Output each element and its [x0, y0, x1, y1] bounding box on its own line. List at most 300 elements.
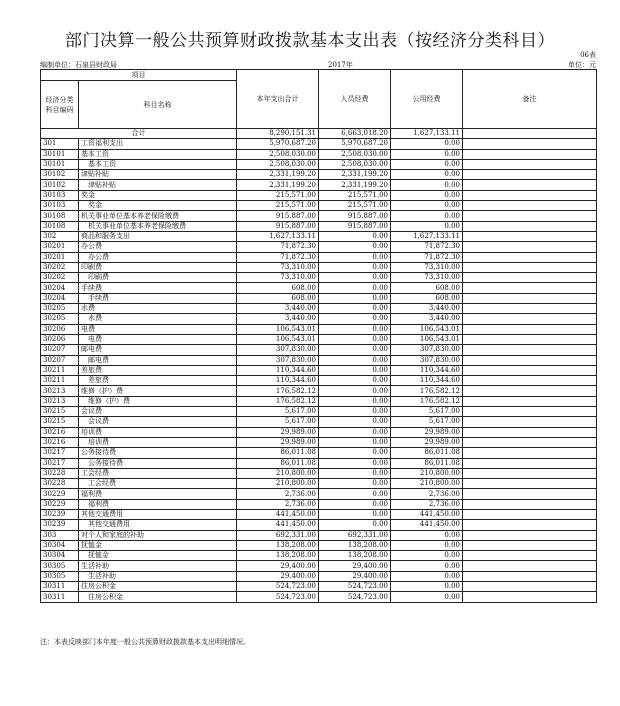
total-amount-cell: 71,872.30: [237, 252, 319, 262]
personnel-amount-cell: 29,400.00: [319, 561, 391, 571]
public-amount-cell: 0.00: [391, 180, 463, 190]
personnel-amount-cell: 524,723.00: [319, 592, 391, 602]
header-total: 本年支出合计: [237, 70, 319, 129]
total-personnel-cell: 6,663,018.20: [319, 129, 391, 139]
personnel-amount-cell: 915,887.00: [319, 211, 391, 221]
personnel-amount-cell: 524,723.00: [319, 582, 391, 592]
total-amount-cell: 138,208.00: [237, 540, 319, 550]
note-cell: [463, 170, 597, 180]
table-row: [41, 509, 597, 519]
public-amount-cell: 29,989.00: [391, 427, 463, 437]
name-cell: 其他交通费用: [79, 520, 237, 530]
public-amount-cell: 106,543.01: [391, 334, 463, 344]
table-row: [41, 592, 597, 602]
name-cell: 生活补助: [79, 561, 237, 571]
note-cell: [463, 386, 597, 396]
public-amount-cell: 0.00: [391, 201, 463, 211]
note-cell: [463, 334, 597, 344]
code-cell: 301: [41, 139, 79, 149]
note-cell: [463, 571, 597, 581]
personnel-amount-cell: 0.00: [319, 376, 391, 386]
code-cell: 303: [41, 530, 79, 540]
public-amount-cell: 210,800.00: [391, 468, 463, 478]
personnel-amount-cell: 0.00: [319, 468, 391, 478]
name-cell: 住房公积金: [79, 592, 237, 602]
personnel-amount-cell: 0.00: [319, 437, 391, 447]
total-amount-cell: 5,970,687.20: [237, 139, 319, 149]
code-cell: 30201: [41, 242, 79, 252]
code-cell: 30229: [41, 489, 79, 499]
total-note-cell: [463, 129, 597, 139]
code-cell: 30305: [41, 571, 79, 581]
personnel-amount-cell: 0.00: [319, 479, 391, 489]
public-amount-cell: 307,830.00: [391, 355, 463, 365]
code-cell: 30213: [41, 386, 79, 396]
total-amount-cell: 106,543.01: [237, 324, 319, 334]
table-row: [41, 283, 597, 293]
code-cell: 30103: [41, 190, 79, 200]
table-row: [41, 571, 597, 581]
total-amount-cell: 2,331,199.20: [237, 170, 319, 180]
personnel-amount-cell: 0.00: [319, 355, 391, 365]
table-row: [41, 561, 597, 571]
personnel-amount-cell: 0.00: [319, 417, 391, 427]
total-amount-cell: 2,508,030.00: [237, 149, 319, 159]
table-row: [41, 417, 597, 427]
table-row: [41, 540, 597, 550]
personnel-amount-cell: 0.00: [319, 293, 391, 303]
name-cell: 抚恤金: [79, 540, 237, 550]
name-cell: 差旅费: [79, 365, 237, 375]
total-amount-cell: 73,310.00: [237, 262, 319, 272]
code-cell: 30215: [41, 407, 79, 417]
table-row: [41, 365, 597, 375]
table-row: [41, 190, 597, 200]
table-row: [41, 427, 597, 437]
public-amount-cell: 608.00: [391, 283, 463, 293]
table-row: [41, 159, 597, 169]
total-amount-cell: 176,582.12: [237, 396, 319, 406]
note-cell: [463, 231, 597, 241]
personnel-amount-cell: 0.00: [319, 365, 391, 375]
table-row: [41, 170, 597, 180]
personnel-amount-cell: 0.00: [319, 283, 391, 293]
name-cell: 奖金: [79, 190, 237, 200]
table-row: [41, 468, 597, 478]
note-cell: [463, 211, 597, 221]
name-cell: 基本工资: [79, 149, 237, 159]
personnel-amount-cell: 0.00: [319, 509, 391, 519]
note-cell: [463, 149, 597, 159]
personnel-amount-cell: 0.00: [319, 242, 391, 252]
personnel-amount-cell: 215,571.00: [319, 190, 391, 200]
note-cell: [463, 427, 597, 437]
name-cell: 水费: [79, 314, 237, 324]
table-row: [41, 139, 597, 149]
note-cell: [463, 489, 597, 499]
public-amount-cell: 5,617.00: [391, 417, 463, 427]
name-cell: 印刷费: [79, 273, 237, 283]
table-row: [41, 262, 597, 272]
note-cell: [463, 376, 597, 386]
personnel-amount-cell: 0.00: [319, 304, 391, 314]
name-cell: 福利费: [79, 499, 237, 509]
table-row: [41, 273, 597, 283]
public-amount-cell: 307,830.00: [391, 345, 463, 355]
note-cell: [463, 283, 597, 293]
name-cell: 邮电费: [79, 355, 237, 365]
name-cell: 公务接待费: [79, 458, 237, 468]
code-cell: 30102: [41, 170, 79, 180]
name-cell: 基本工资: [79, 159, 237, 169]
total-amount-cell: 441,450.00: [237, 520, 319, 530]
name-cell: 工会经费: [79, 468, 237, 478]
table-row: [41, 334, 597, 344]
public-amount-cell: 3,440.00: [391, 304, 463, 314]
name-cell: 培训费: [79, 427, 237, 437]
public-amount-cell: 0.00: [391, 571, 463, 581]
name-cell: 奖金: [79, 201, 237, 211]
code-cell: 30204: [41, 293, 79, 303]
code-cell: 30213: [41, 396, 79, 406]
code-cell: 30201: [41, 252, 79, 262]
table-row: [41, 304, 597, 314]
name-cell: 机关事业单位基本养老保险缴费: [79, 211, 237, 221]
personnel-amount-cell: 0.00: [319, 396, 391, 406]
note-cell: [463, 592, 597, 602]
note-cell: [463, 530, 597, 540]
code-cell: 30206: [41, 324, 79, 334]
personnel-amount-cell: 0.00: [319, 458, 391, 468]
note-cell: [463, 180, 597, 190]
personnel-amount-cell: 0.00: [319, 499, 391, 509]
note-cell: [463, 448, 597, 458]
table-row: [41, 180, 597, 190]
table-row: [41, 355, 597, 365]
note-cell: [463, 551, 597, 561]
public-amount-cell: 0.00: [391, 159, 463, 169]
note-cell: [463, 468, 597, 478]
note-cell: [463, 355, 597, 365]
public-amount-cell: 1,627,133.11: [391, 231, 463, 241]
total-amount-cell: 210,800.00: [237, 468, 319, 478]
header-personnel: 人员经费: [319, 70, 391, 129]
note-cell: [463, 304, 597, 314]
table-row: [41, 551, 597, 561]
total-amount-cell: 215,571.00: [237, 201, 319, 211]
total-row: [41, 129, 597, 139]
header-note: 备注: [463, 70, 597, 129]
total-amount-cell: 29,400.00: [237, 561, 319, 571]
header-code: 经济分类 科目编码: [41, 81, 79, 129]
code-cell: 30239: [41, 520, 79, 530]
name-cell: 对个人和家庭的补助: [79, 530, 237, 540]
total-amount-cell: 2,331,199.20: [237, 180, 319, 190]
table-row: [41, 520, 597, 530]
total-amount-cell: 608.00: [237, 293, 319, 303]
table-row: [41, 479, 597, 489]
total-amount-cell: 71,872.30: [237, 242, 319, 252]
name-cell: 机关事业单位基本养老保险缴费: [79, 221, 237, 231]
note-cell: [463, 458, 597, 468]
note-cell: [463, 561, 597, 571]
total-amount-cell: 210,800.00: [237, 479, 319, 489]
total-amount-cell: 29,989.00: [237, 437, 319, 447]
code-cell: 30207: [41, 355, 79, 365]
total-amount-cell: 307,830.00: [237, 345, 319, 355]
table-row: [41, 211, 597, 221]
footnote: 注：本表反映部门本年度一般公共预算财政拨款基本支出明细情况。: [40, 638, 250, 646]
total-label: 合计: [41, 129, 237, 139]
code-cell: 30311: [41, 592, 79, 602]
table-row: [41, 252, 597, 262]
header-public: 公用经费: [391, 70, 463, 129]
name-cell: 手续费: [79, 283, 237, 293]
name-cell: 印刷费: [79, 262, 237, 272]
note-cell: [463, 273, 597, 283]
personnel-amount-cell: 692,331.00: [319, 530, 391, 540]
code-cell: 30217: [41, 458, 79, 468]
table-row: [41, 407, 597, 417]
code-cell: 30311: [41, 582, 79, 592]
total-amount-cell: 307,830.00: [237, 355, 319, 365]
public-amount-cell: 2,736.00: [391, 499, 463, 509]
year-label: 2017年: [328, 61, 353, 69]
personnel-amount-cell: 29,400.00: [319, 571, 391, 581]
total-amount-cell: 110,344.60: [237, 365, 319, 375]
public-amount-cell: 86,011.08: [391, 448, 463, 458]
code-cell: 302: [41, 231, 79, 241]
total-amount-cell: 86,011.08: [237, 448, 319, 458]
personnel-amount-cell: 2,508,030.00: [319, 159, 391, 169]
page-title: 部门决算一般公共预算财政拨款基本支出表（按经济分类科目）: [65, 31, 555, 51]
note-cell: [463, 407, 597, 417]
name-cell: 福利费: [79, 489, 237, 499]
total-amount-cell: 215,571.00: [237, 190, 319, 200]
public-amount-cell: 441,450.00: [391, 520, 463, 530]
public-amount-cell: 2,736.00: [391, 489, 463, 499]
total-public-cell: 1,627,133.11: [391, 129, 463, 139]
org-label: 编制单位：石泉县财政局: [40, 61, 117, 69]
table-row: [41, 530, 597, 540]
personnel-amount-cell: 0.00: [319, 262, 391, 272]
table-code: 06表: [580, 51, 596, 59]
public-amount-cell: 110,344.60: [391, 365, 463, 375]
code-cell: 30211: [41, 365, 79, 375]
note-cell: [463, 201, 597, 211]
total-amount-cell: 5,617.00: [237, 407, 319, 417]
name-cell: 抚恤金: [79, 551, 237, 561]
table-row: [41, 386, 597, 396]
total-amount-cell: 73,310.00: [237, 273, 319, 283]
public-amount-cell: 3,440.00: [391, 314, 463, 324]
public-amount-cell: 0.00: [391, 592, 463, 602]
code-cell: 30101: [41, 149, 79, 159]
personnel-amount-cell: 0.00: [319, 273, 391, 283]
code-cell: 30202: [41, 262, 79, 272]
total-amount-cell: 915,887.00: [237, 211, 319, 221]
personnel-amount-cell: 215,571.00: [319, 201, 391, 211]
name-cell: 津贴补贴: [79, 180, 237, 190]
code-cell: 30239: [41, 509, 79, 519]
public-amount-cell: 0.00: [391, 211, 463, 221]
code-cell: 30205: [41, 304, 79, 314]
name-cell: 其他交通费用: [79, 509, 237, 519]
code-cell: 30205: [41, 314, 79, 324]
table-row: [41, 458, 597, 468]
note-cell: [463, 520, 597, 530]
note-cell: [463, 324, 597, 334]
total-amount-cell: 29,400.00: [237, 571, 319, 581]
public-amount-cell: 0.00: [391, 139, 463, 149]
table-row: [41, 396, 597, 406]
expenditure-table: [40, 69, 597, 603]
name-cell: 差旅费: [79, 376, 237, 386]
public-amount-cell: 5,617.00: [391, 407, 463, 417]
public-amount-cell: 0.00: [391, 221, 463, 231]
personnel-amount-cell: 0.00: [319, 489, 391, 499]
total-amount-cell: 5,617.00: [237, 417, 319, 427]
name-cell: 工资福利支出: [79, 139, 237, 149]
personnel-amount-cell: 0.00: [319, 386, 391, 396]
name-cell: 商品和服务支出: [79, 231, 237, 241]
public-amount-cell: 0.00: [391, 149, 463, 159]
note-cell: [463, 479, 597, 489]
personnel-amount-cell: 0.00: [319, 345, 391, 355]
table-row: [41, 314, 597, 324]
code-cell: 30103: [41, 201, 79, 211]
total-amount-cell: 692,331.00: [237, 530, 319, 540]
table-row: [41, 231, 597, 241]
note-cell: [463, 293, 597, 303]
table-row: [41, 499, 597, 509]
total-amount-cell: 2,508,030.00: [237, 159, 319, 169]
personnel-amount-cell: 0.00: [319, 324, 391, 334]
code-cell: 30207: [41, 345, 79, 355]
table-row: [41, 376, 597, 386]
name-cell: 津贴补贴: [79, 170, 237, 180]
total-cell: 8,290,151.31: [237, 129, 319, 139]
public-amount-cell: 608.00: [391, 293, 463, 303]
table-row: [41, 242, 597, 252]
table-row: [41, 437, 597, 447]
table-row: [41, 345, 597, 355]
personnel-amount-cell: 138,208.00: [319, 540, 391, 550]
name-cell: 会议费: [79, 417, 237, 427]
note-cell: [463, 417, 597, 427]
public-amount-cell: 0.00: [391, 530, 463, 540]
code-cell: 30102: [41, 180, 79, 190]
note-cell: [463, 139, 597, 149]
note-cell: [463, 499, 597, 509]
personnel-amount-cell: 915,887.00: [319, 221, 391, 231]
public-amount-cell: 106,543.01: [391, 324, 463, 334]
public-amount-cell: 73,310.00: [391, 262, 463, 272]
personnel-amount-cell: 138,208.00: [319, 551, 391, 561]
unit-label: 单位：元: [568, 61, 596, 69]
public-amount-cell: 86,011.08: [391, 458, 463, 468]
name-cell: 电费: [79, 324, 237, 334]
code-cell: 30305: [41, 561, 79, 571]
table-row: [41, 489, 597, 499]
name-cell: 办公费: [79, 242, 237, 252]
code-cell: 30211: [41, 376, 79, 386]
table-row: [41, 149, 597, 159]
table-row: [41, 582, 597, 592]
note-cell: [463, 396, 597, 406]
total-amount-cell: 138,208.00: [237, 551, 319, 561]
name-cell: 电费: [79, 334, 237, 344]
personnel-amount-cell: 0.00: [319, 520, 391, 530]
name-cell: 邮电费: [79, 345, 237, 355]
name-cell: 办公费: [79, 252, 237, 262]
note-cell: [463, 242, 597, 252]
name-cell: 公务接待费: [79, 448, 237, 458]
public-amount-cell: 176,582.12: [391, 386, 463, 396]
public-amount-cell: 0.00: [391, 561, 463, 571]
code-cell: 30229: [41, 499, 79, 509]
code-cell: 30215: [41, 417, 79, 427]
code-cell: 30228: [41, 479, 79, 489]
total-amount-cell: 524,723.00: [237, 582, 319, 592]
total-amount-cell: 2,736.00: [237, 489, 319, 499]
table-row: [41, 324, 597, 334]
personnel-amount-cell: 2,331,199.20: [319, 170, 391, 180]
note-cell: [463, 437, 597, 447]
personnel-amount-cell: 0.00: [319, 334, 391, 344]
total-amount-cell: 106,543.01: [237, 334, 319, 344]
code-cell: 30206: [41, 334, 79, 344]
code-cell: 30108: [41, 221, 79, 231]
note-cell: [463, 365, 597, 375]
note-cell: [463, 159, 597, 169]
total-amount-cell: 176,582.12: [237, 386, 319, 396]
note-cell: [463, 262, 597, 272]
personnel-amount-cell: 0.00: [319, 314, 391, 324]
name-cell: 会议费: [79, 407, 237, 417]
total-amount-cell: 3,440.00: [237, 304, 319, 314]
personnel-amount-cell: 0.00: [319, 252, 391, 262]
personnel-amount-cell: 0.00: [319, 231, 391, 241]
note-cell: [463, 345, 597, 355]
header-name: 科目名称: [79, 81, 237, 129]
note-cell: [463, 540, 597, 550]
total-amount-cell: 915,887.00: [237, 221, 319, 231]
total-amount-cell: 29,989.00: [237, 427, 319, 437]
total-amount-cell: 110,344.60: [237, 376, 319, 386]
public-amount-cell: 0.00: [391, 190, 463, 200]
public-amount-cell: 73,310.00: [391, 273, 463, 283]
code-cell: 30216: [41, 437, 79, 447]
public-amount-cell: 441,450.00: [391, 509, 463, 519]
name-cell: 培训费: [79, 437, 237, 447]
public-amount-cell: 0.00: [391, 582, 463, 592]
table-header: [41, 70, 597, 129]
header-item: 项目: [41, 70, 237, 81]
note-cell: [463, 509, 597, 519]
total-amount-cell: 1,627,133.11: [237, 231, 319, 241]
total-amount-cell: 3,440.00: [237, 314, 319, 324]
public-amount-cell: 71,872.30: [391, 242, 463, 252]
public-amount-cell: 0.00: [391, 170, 463, 180]
public-amount-cell: 29,989.00: [391, 437, 463, 447]
public-amount-cell: 210,800.00: [391, 479, 463, 489]
table-row: [41, 221, 597, 231]
code-cell: 30228: [41, 468, 79, 478]
name-cell: 住房公积金: [79, 582, 237, 592]
code-cell: 30217: [41, 448, 79, 458]
personnel-amount-cell: 0.00: [319, 407, 391, 417]
